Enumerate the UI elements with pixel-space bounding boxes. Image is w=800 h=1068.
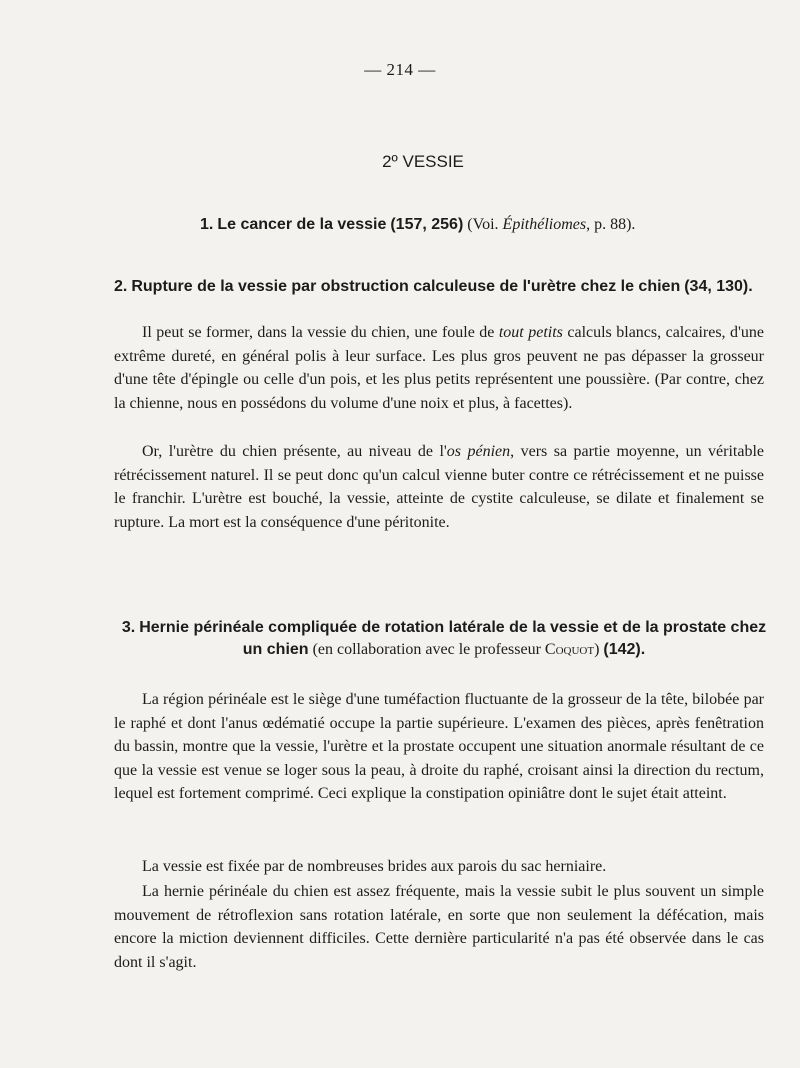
item-number: 1. (200, 216, 214, 233)
section-title: 2º VESSIE (382, 152, 464, 171)
item-number: 2. (114, 278, 128, 295)
paragraph-text: La hernie périnéale du chien est assez fréquente, mais la vessie subit le plus souvent un simple mouvement de rétroflexion sans rotation latérale, en sorte que non seulement la défécation, mais encore la miction deviennent difficiles. Cette dernière particularité n'a pas été observée dans le cas dont il s'agit. (114, 883, 764, 971)
item-note-close: , p. 88). (586, 216, 636, 233)
item-refs: (157, 256) (390, 216, 464, 233)
paragraph-text: Il peut se former, dans la vessie du chien, une foule de (142, 324, 495, 341)
paragraph-text: Or, l'urètre du chien présente, au niveau de l' (142, 443, 447, 460)
paragraph-text: , vers sa partie moyenne, un véritable rétrécissement naturel. Il se peut donc qu'un calcul vienne buter contre ce rétrécissement et ne puisse le franchir. L'urètre est bouché, la vessie, atteinte de cystite calculeuse, se dilate et finalement se rupture. La mort est la conséquence d'une péritonite. (114, 443, 765, 531)
item-number: 3. (121, 619, 136, 636)
paragraph (114, 855, 764, 879)
item-refs: (142). (603, 641, 646, 658)
page-number: — 214 — (364, 60, 436, 79)
item-collab-suffix: ) (594, 641, 600, 658)
item-note-italic: Épithéliomes (502, 216, 587, 233)
item-title: Rupture de la vessie par obstruction calculeuse de l'urètre chez le chien (131, 278, 681, 295)
paragraph-italic: tout petits (498, 324, 563, 341)
paragraph (114, 440, 764, 534)
item-title: Hernie périnéale compliquée de rotation latérale de la vessie et de la prostate chez un chien (139, 619, 767, 658)
item-collab-prefix: (en collaboration avec le professeur (312, 641, 541, 658)
paragraph (114, 880, 764, 974)
paragraph-text: La vessie est fixée par de nombreuses brides aux parois du sac herniaire. (142, 858, 607, 875)
item-collab-name: Coquot (544, 641, 595, 658)
item-refs: (34, 130). (684, 278, 753, 295)
paragraph-italic: os pénien (446, 443, 511, 460)
paragraph-text: La région périnéale est le siège d'une tuméfaction fluctuante de la grosseur de la tête, bilobée par le raphé et dont l'anus œdématié occupe la partie supérieure. L'examen des pièces, après fenêtration du bassin, montre que la vessie, l'urètre et la prostate occupent une situation anormale résultant de ce que la vessie est venue se loger sous la peau, à droite du raphé, croisant ainsi la direction du rectum, lequel est fortement comprimé. Ceci explique la constipation opiniâtre dont le sujet était atteint. (114, 691, 764, 802)
item-heading-1 (200, 214, 760, 236)
item-heading-3 (114, 617, 774, 661)
paragraph (114, 321, 764, 415)
item-note-open: (Voi. (467, 216, 499, 233)
item-heading-2 (114, 276, 764, 298)
paragraph-text: calculs blancs, calcaires, d'une extrême dureté, en général polis à leur surface. Les plus gros peuvent ne pas dépasser la grosseur d'une tête d'épingle ou celle d'un pois, et les plus petits représentent une poussière. (Par contre, chez la chienne, nous en possédons du volume d'une noix et plus, à facettes). (114, 324, 764, 412)
paragraph (114, 688, 764, 806)
item-title: Le cancer de la vessie (217, 216, 387, 233)
